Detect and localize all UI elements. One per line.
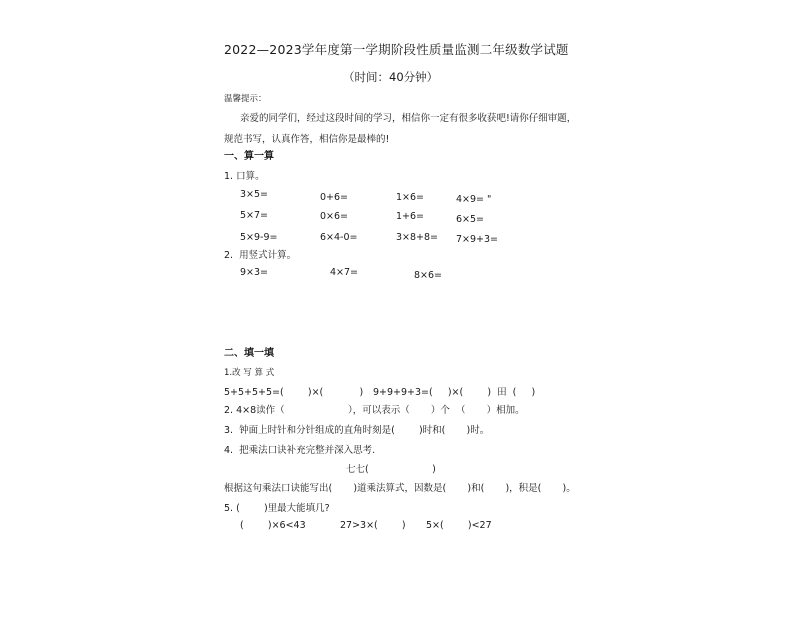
section-2-heading: 二、填一填 [224, 348, 274, 359]
mental-math-item: 7×9+3= [456, 234, 499, 245]
q5-item: ( )×6<43 [240, 520, 306, 531]
mental-math-item: 1×6= [396, 192, 425, 203]
q1-label: 1.改 写 算 式 [224, 368, 275, 378]
q4-rhyme: 七七( ) [346, 464, 436, 475]
part-2-label: 2. 用竖式计算。 [224, 250, 297, 261]
q4-text: 4. 把乘法口诀补充完整并深入思考. [224, 445, 376, 456]
mental-math-item: 0×6= [320, 211, 349, 222]
q4-follow-up: 根据这句乘法口诀能写出( )道乘法算式，因数是( )和( )，积是( )。 [224, 483, 576, 494]
mental-math-item: 3×8+8= [396, 232, 439, 243]
section-1-heading: 一、算一算 [224, 151, 274, 162]
mental-math-item: 5×7= [240, 210, 269, 221]
mental-math-item: 5×9-9= [240, 232, 278, 243]
time-note: （时间：40分钟） [343, 70, 439, 84]
part-1-label: 1. 口算。 [224, 171, 265, 182]
mental-math-item: 4×9= " [456, 194, 492, 205]
q2-text: 2. 4×8读作（ ），可以表示（ ）个 （ ）相加。 [224, 405, 525, 416]
mental-math-item: 3×5= [240, 189, 269, 200]
vertical-calc-item: 4×7= [330, 267, 359, 278]
q5-text: 5. ( )里最大能填几? [224, 503, 330, 514]
q1-equation-b: 9+9+9+3=( )×( ) 田 ( ) [373, 387, 536, 398]
q3-text: 3. 钟面上时针和分针组成的直角时刻是( )时和( )时。 [224, 425, 490, 436]
mental-math-item: 0+6= [320, 192, 349, 203]
q5-item: 5×( )<27 [426, 520, 492, 531]
vertical-calc-item: 8×6= [414, 270, 443, 281]
exam-title: 2022—2023学年度第一学期阶段性质量监测二年级数学试题 [224, 42, 569, 57]
tip-label: 温馨提示： [224, 94, 267, 104]
q1-equation-a: 5+5+5+5=( )×( ) [224, 387, 364, 398]
vertical-calc-item: 9×3= [240, 267, 269, 278]
mental-math-item: 1+6= [396, 211, 425, 222]
mental-math-item: 6×5= [456, 214, 485, 225]
mental-math-item: 6×4-0= [320, 232, 358, 243]
intro-line-2: 规范书写，认真作答，相信你是最棒的! [224, 134, 390, 145]
intro-line-1: 亲爱的同学们，经过这段时间的学习，相信你一定有很多收获吧!请你仔细审题， [240, 113, 577, 124]
q5-item: 27>3×( ) [340, 520, 406, 531]
